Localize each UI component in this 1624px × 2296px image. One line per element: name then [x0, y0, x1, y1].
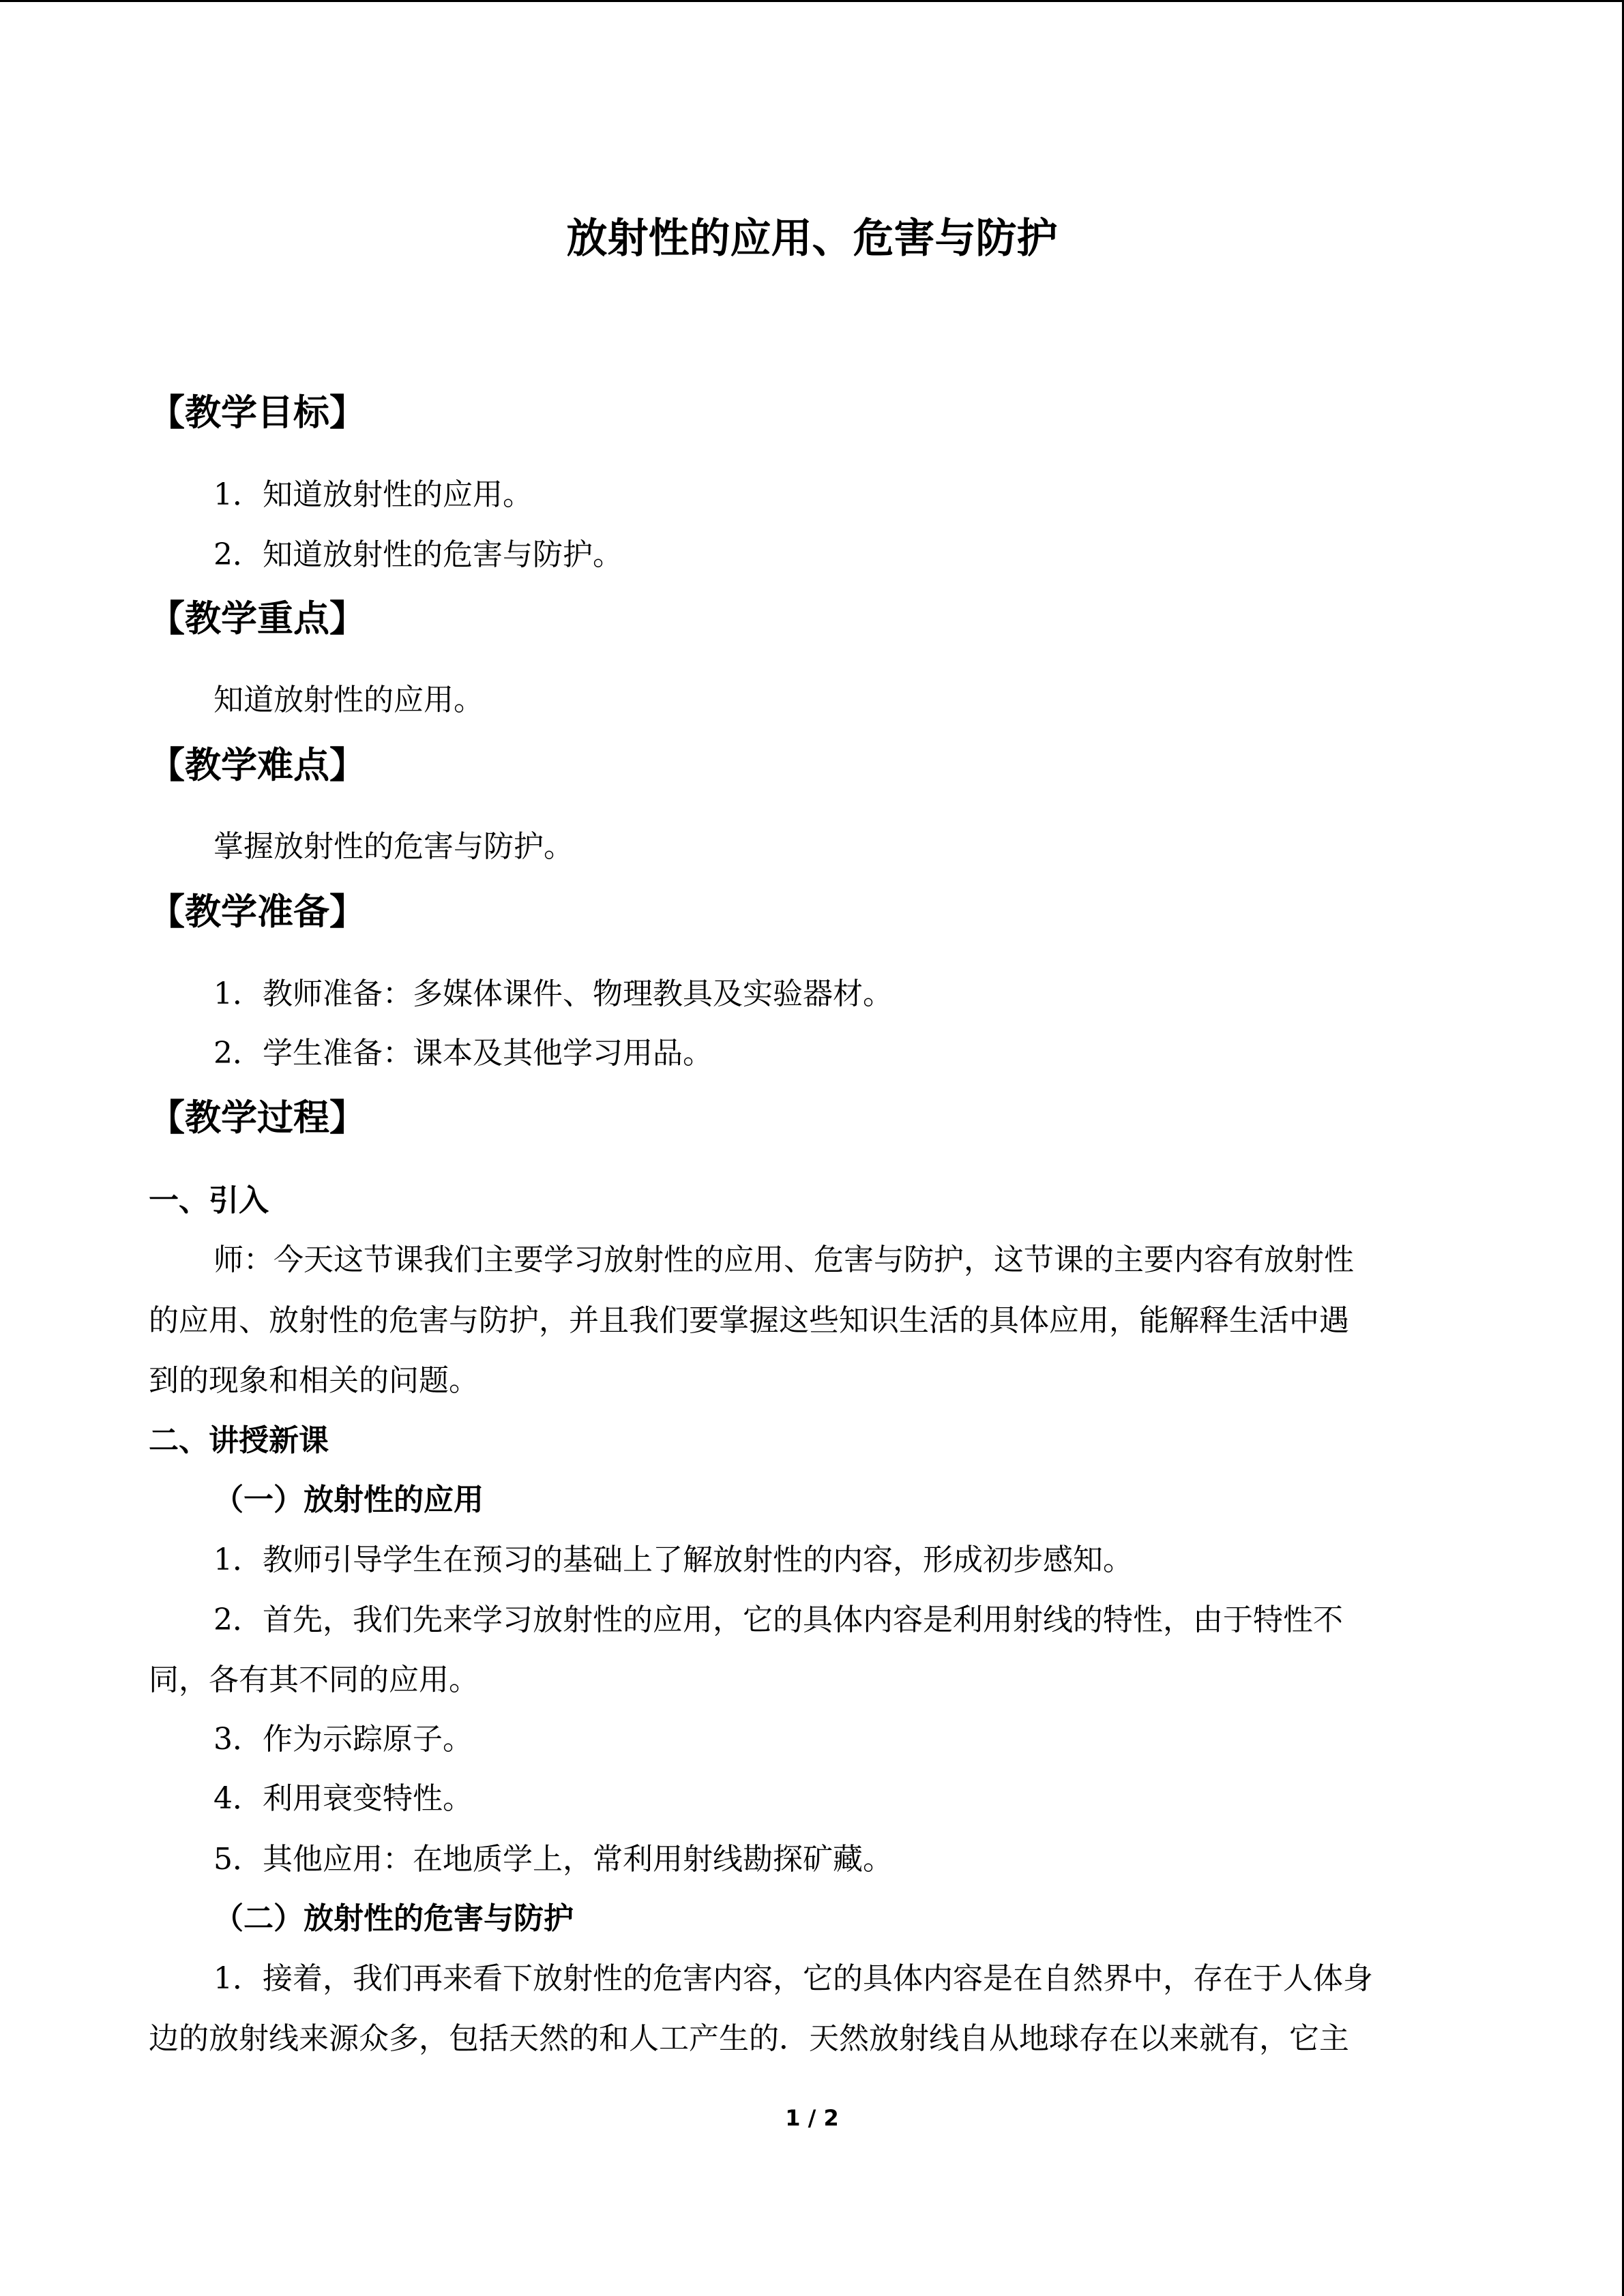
part2-heading: （二）放射性的危害与防护 — [213, 1901, 574, 1936]
preparation-item-1: 1．教师准备：多媒体课件、物理教具及实验器材。 — [213, 976, 893, 1011]
difficulties-text: 掌握放射性的危害与防护。 — [213, 829, 574, 864]
section-heading-difficulties: 【教学难点】 — [149, 745, 366, 786]
key-points-text: 知道放射性的应用。 — [213, 683, 484, 717]
goal-item-1: 1．知道放射性的应用。 — [213, 477, 533, 512]
part2-line-1: 1．接着，我们再来看下放射性的危害内容，它的具体内容是在自然界中，存在于人体身 — [213, 1961, 1373, 1996]
part1-line-4: 3．作为示踪原子。 — [213, 1722, 473, 1757]
page-number: 1 / 2 — [785, 2105, 839, 2131]
preparation-item-2: 2．学生准备：课本及其他学习用品。 — [213, 1036, 713, 1071]
document-title: 放射性的应用、危害与防护 — [566, 215, 1058, 263]
section-heading-preparation: 【教学准备】 — [149, 891, 366, 933]
intro-line-1: 师：今天这节课我们主要学习放射性的应用、危害与防护，这节课的主要内容有放射性 — [213, 1242, 1354, 1277]
part2-line-2: 边的放射线来源众多，包括天然的和人工产生的．天然放射线自从地球存在以来就有，它主 — [149, 2021, 1349, 2056]
part1-heading: （一）放射性的应用 — [213, 1482, 484, 1517]
part1-line-1: 1．教师引导学生在预习的基础上了解放射性的内容，形成初步感知。 — [213, 1542, 1133, 1577]
intro-line-2: 的应用、放射性的危害与防护，并且我们要掌握这些知识生活的具体应用，能解释生活中遇 — [149, 1303, 1349, 1338]
intro-line-3: 到的现象和相关的问题。 — [149, 1363, 479, 1398]
part1-line-5: 4．利用衰变特性。 — [213, 1781, 473, 1816]
section-heading-key-points: 【教学重点】 — [149, 598, 366, 640]
section-heading-goals: 【教学目标】 — [149, 392, 366, 434]
part1-line-6: 5．其他应用：在地质学上，常利用射线勘探矿藏。 — [213, 1842, 893, 1877]
intro-heading: 一、引入 — [149, 1183, 269, 1218]
part1-line-2: 2．首先，我们先来学习放射性的应用，它的具体内容是利用射线的特性，由于特性不 — [213, 1602, 1343, 1637]
goal-item-2: 2．知道放射性的危害与防护。 — [213, 537, 623, 572]
section-heading-process: 【教学过程】 — [149, 1097, 366, 1139]
part1-line-3: 同，各有其不同的应用。 — [149, 1663, 479, 1697]
new-lesson-heading: 二、讲授新课 — [149, 1423, 329, 1458]
